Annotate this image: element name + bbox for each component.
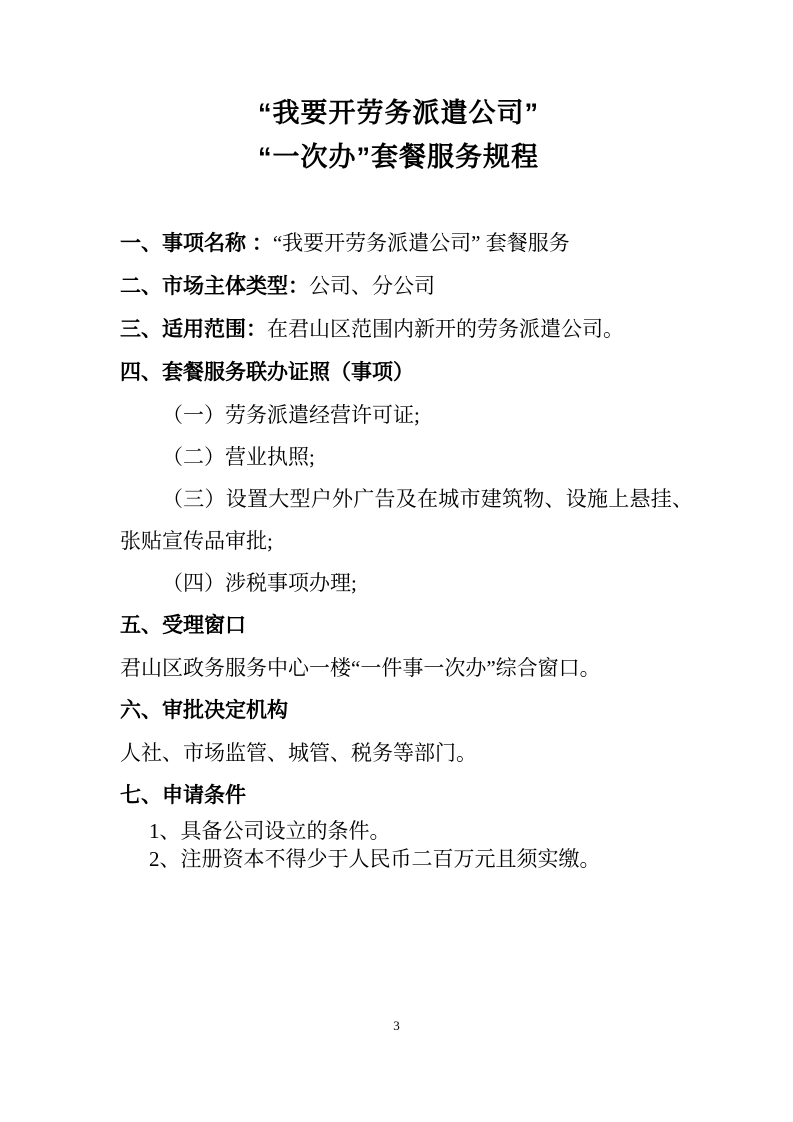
section-5-heading	[120, 604, 693, 647]
section-7-heading	[120, 774, 693, 817]
page-number: 3	[393, 1018, 400, 1033]
section-7-condition-1: 1、具备公司设立的条件。	[149, 819, 391, 843]
section-4-heading	[120, 351, 693, 394]
section-2-market-entity-type	[120, 265, 693, 308]
document-title	[112, 91, 685, 179]
section-6-text: 人社、市场监管、城管、税务等部门。	[120, 741, 477, 765]
section-4-item-1: （一）劳务派遣经营许可证;	[162, 403, 420, 427]
section-1-text: “我要开劳务派遣公司” 套餐服务	[272, 231, 570, 255]
section-2-label: 二、市场主体类型：	[120, 275, 309, 298]
section-4-item-3: （三）设置大型户外广告及在城市建筑物、设施上悬挂、张贴宣传品审批;	[120, 487, 693, 553]
title-line-1: “我要开劳务派遣公司”	[258, 98, 539, 128]
section-5-label: 五、受理窗口	[120, 614, 246, 637]
section-2-text: 公司、分公司	[309, 274, 435, 298]
document-body	[120, 222, 693, 873]
section-5-text: 君山区政务服务中心一楼“一件事一次办”综合窗口。	[120, 656, 601, 680]
section-6-heading	[120, 689, 693, 732]
section-4-item-2: （二）营业执照;	[162, 445, 315, 469]
section-1-item-name	[120, 222, 693, 265]
section-7-condition-2: 2、注册资本不得少于人民币二百万元且须实缴。	[149, 847, 601, 871]
section-6-label: 六、审批决定机构	[120, 699, 288, 722]
section-7-label: 七、申请条件	[120, 784, 246, 807]
title-line-2: “一次办”套餐服务规程	[258, 142, 539, 172]
section-3-label: 三、适用范围：	[120, 318, 267, 341]
section-3-applicable-scope	[120, 308, 693, 351]
section-4-label: 四、套餐服务联办证照（事项）	[120, 361, 414, 384]
section-4-item-4: （四）涉税事项办理;	[162, 571, 357, 595]
section-3-text: 在君山区范围内新开的劳务派遣公司。	[267, 317, 624, 341]
section-1-label: 一、事项名称 ：	[120, 232, 273, 255]
